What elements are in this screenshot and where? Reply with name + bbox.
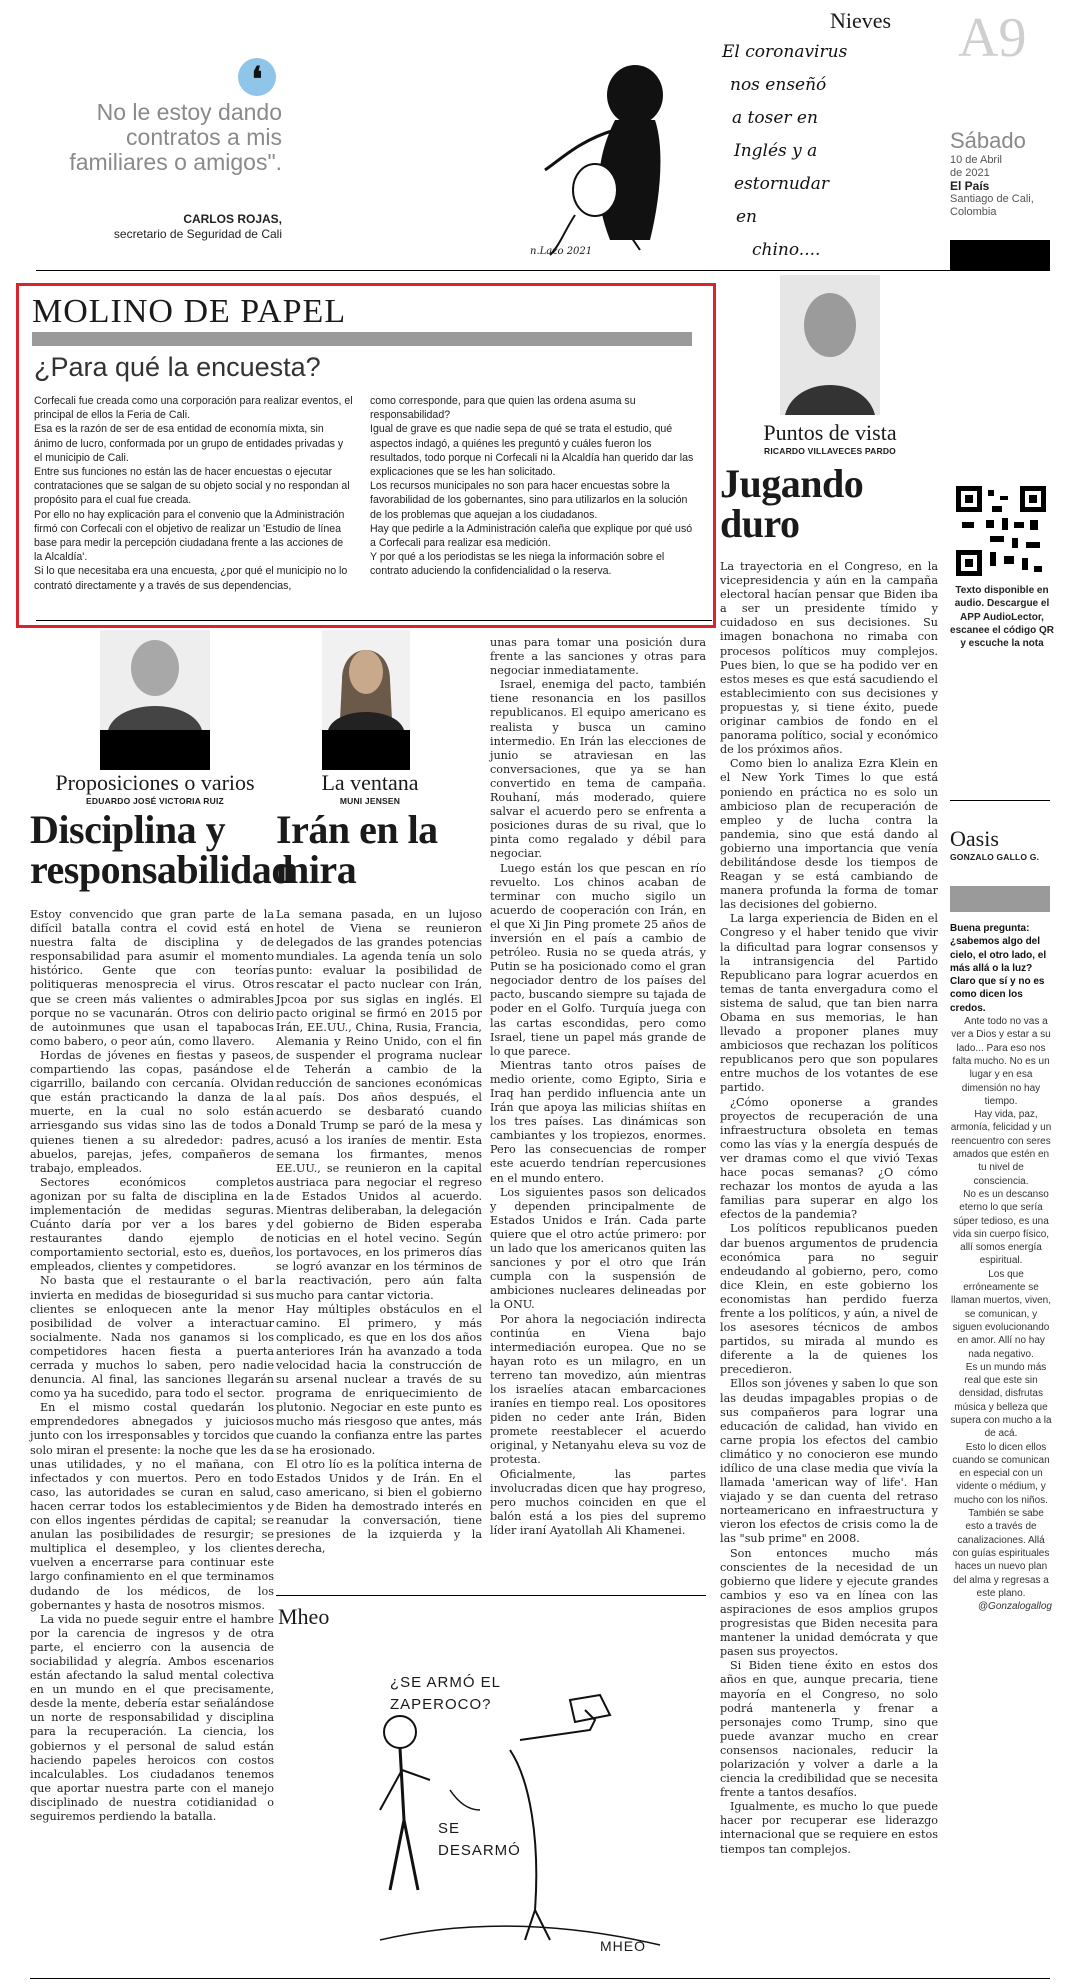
ventana-author: MUNI JENSEN	[339, 796, 401, 806]
ventana-paragraph: Israel, enemiga del pacto, también tiene resonancia en los pasillos republicanos. El equipo americano es realista y busca un camino intermedio. En Irán las elecciones de junio se atraviesan en las conversaciones, que ya se han convertido en tema de campaña. Rouhaní, más moderado, quiere salvar el acuerdo pero se enfrenta a posiciones duras de su rival, que lo pinta como regalado y débil para negociar.	[490, 678, 706, 861]
editorial-paragraph: Esa es la razón de ser de esa entidad de economía mixta, sin ánimo de lucro, conformada por un grupo de entidades privadas y el municipio de Cali.	[34, 423, 344, 464]
date-text: 10 de Abril	[950, 154, 1002, 166]
cartoon-line: en	[736, 207, 758, 227]
oasis-paragraph: También se sabe esto a través de canalizaciones. Allá con guías espirituales haces un nuevo plan del alma y regresas a este plano.	[952, 1508, 1050, 1599]
header-divider	[36, 270, 1050, 271]
cartoon-line: nos enseñó	[730, 75, 827, 95]
ventana-paragraph: Por ahora la negociación indirecta continúa en Viena bajo intermediación europea. Que no se hayan roto es un milagro, en un terreno tan movedizo, aún mientras los israelíes atacan embarcaciones iraníes en tiempo real. Los opositores piden no ceder ante Irán, Biden promete reestablecer el acuerdo original, y Netanyahu eleva su voz de protesta.	[490, 1312, 706, 1467]
cartoon-signature: n.Lazo 2021	[530, 246, 593, 257]
puntos-paragraph: La trayectoria en el Congreso, en la vicepresidencia y aún en la campaña electoral hacían pensar que Biden iba a ser un presidente tímido y cuidadoso en sus decisiones. Su imagen bonachona no rimaba con procesos políticos muy complejos. Pues bien, lo que se ha podido ver en estos meses es que está sacudiendo el establecimiento con sus decisiones y propuestas y, si tiene éxito, puede originar cambios de fondo en el panorama político, social y económico de los próximos años.	[720, 560, 938, 757]
ventana-paragraph: La semana pasada, en un lujoso hotel de Viena se reunieron delegados de las grandes potencias mundiales. La agenda tenía un solo punto: evaluar la posibilidad de rescatar el pacto nuclear con Irán, Jpcoa por sus siglas en inglés. El pacto original se firmó en 2015 por Irán, EE.UU., China, Rusia, Francia, Alemania y Reino Unido, con el fin de suspender el programa nuclear de Teherán a cambio de la reducción de sanciones económicas al país. Dos años después, el acuerdo se desbarató cuando Donald Trump se paró de la mesa y acusó a los iraníes de mentir. Esta semana los firmantes, menos EE.UU., se reunieron en la capital austriaca para negociar el regreso de Estados Unidos al acuerdo. Mientras deliberaban, la delegación del gobierno de Biden esperaba noticias en el hotel vecino. Según los portavoces, en los primeros días se logró avanzar en los términos de la reactivación, pero aún falta mucho para cantar victoria.	[276, 908, 482, 1302]
puntos-section-title: Puntos de vista	[763, 420, 897, 445]
oasis-paragraph: Esto lo dicen ellos cuando se comunican en especial con un vidente o médium, y mucho con los niños.	[952, 1441, 1050, 1506]
puntos-headline: Jugando duro	[720, 461, 864, 546]
paper-name: El País	[950, 179, 990, 193]
editorial-paragraph: Y por qué a los periodistas se les niega la información sobre el contrato aduciendo la confidencialidad o la reserva.	[370, 551, 665, 578]
puntos-paragraph: ¿Cómo oponerse a grandes proyectos de recuperación de una infraestructura obsoleta en temas como las vías y la energía después de ver dramas como el que vivió Texas hace pocas semanas? ¿O cómo rechazar los montos de ayuda a las familias para superar en algo los efectos de la pandemia?	[720, 1095, 938, 1222]
ventana-paragraph: Luego están los que pescan en río revuelto. Los chinos acaban de terminar con mucho sigilo un acuerdo de cooperación con Irán, en el que Xi Jin Ping promete 25 años de inversión en el país a cambio de petróleo. Rusia no se queda atrás, y Putin se ha posicionado como el gran negociador dentro de los países del pacto, buscando siempre su tajada de poder en el Golfo. Turquía juega con las cartas escondidas, pero como Israel, tiene un papel más grande de lo que parece.	[490, 861, 706, 1058]
oasis-author: GONZALO GALLO G.	[950, 852, 1040, 862]
mheo-signature: MHEO	[600, 1938, 646, 1954]
editorial-paragraph: Igual de grave es que nadie sepa de qué se trata el estudio, qué aspectos indagó, a quiénes les preguntó y cuáles fueron los resultados, todo porque ni Corfecali ni la Alcaldía han querido dar las explicaciones que se les han solicitado.	[370, 423, 694, 479]
header-black-bar	[950, 240, 1050, 270]
cartoon-line: chino....	[752, 240, 821, 260]
proposiciones-section-title: Proposiciones o varios	[55, 770, 255, 795]
editorial-paragraph: Si lo que necesitaba era una encuesta, ¿por qué el municipio no lo contrató directamente y a través de sus dependencias,	[34, 565, 348, 592]
puntos-paragraph: Si Biden tiene éxito en estos dos años en que, aunque precaria, tiene mayoría en el Congreso, no solo podrá mantenerla y frenar a personajes como Trump, sino que puede avanzar mucho en crear consensos nacionales, reducir la polarización y volver a darle a la ciencia la credibilidad que se necesita frente a tantos desafíos.	[720, 1659, 938, 1800]
ventana-headline: Irán en la mira	[276, 807, 438, 892]
author-photo-victoria	[100, 630, 210, 730]
ventana-section-title: La ventana	[321, 770, 419, 795]
puntos-paragraph: Son entonces mucho más conscientes de la necesidad de un gobierno que lidere y ejecute grandes cambios y eso va en línea con las aspiraciones de esos amplios grupos progresistas que Biden necesita para mantener la unidad demócrata y que pasen sus proyectos.	[720, 1546, 938, 1659]
quote-author-role: secretario de Seguridad de Cali	[113, 227, 282, 241]
editorial-col-1	[34, 394, 354, 593]
puntos-paragraph: La larga experiencia de Biden en el Congreso y el haber tenido que vivir la dificultad para lograr consensos y la intransigencia del Partido Republicano para lograr acuerdos en temas de tanta envergadura como el sistema de salud, que tan bien narra Obama en sus memorias, le han llevado a proponer planes muy ambiciosos que rechazan los políticos republicanos pero que son populares entre muchos de los votantes de ese partido.	[720, 912, 938, 1095]
proposiciones-body	[30, 908, 274, 1824]
oasis-paragraph: No es un descanso eterno lo que sería súper tedioso, es una vida sin cuerpo físico, allí somos energía espiritual.	[952, 1188, 1050, 1267]
editorial-col-2	[370, 394, 695, 579]
editorial-paragraph: Corfecali fue creada como una corporación para realizar eventos, el principal de ellos la Feria de Cali.	[34, 395, 353, 422]
photo-black-bar	[100, 730, 210, 770]
puntos-paragraph: Los políticos republicanos pueden dar buenos argumentos de prudencia económica para no seguir endeudando al gobierno, pero, como dice Klein, en este gobierno los economistas han perdido fuerza frente a los políticos, y aún, a nivel de los asesores técnicos de ambos partidos, su mirada al mundo es diferente a la de quienes los precedieron.	[720, 1222, 938, 1377]
editorial-paragraph: Entre sus funciones no están las de hacer encuestas o ejecutar contrataciones que se salgan de su objeto social y no respondan al propósito para el cual fue creada.	[34, 466, 350, 507]
ventana-paragraph: El otro lío es la política interna de Estados Unidos y de Irán. En el caso americano, si bien el gobierno de Biden ha demostrado interés en reanudar la conversación, tiene presiones de la izquierda y la derecha,	[276, 1457, 482, 1556]
quote-icon: ❛	[238, 58, 276, 96]
mheo-speech-2: SE DESARMÓ	[438, 1820, 521, 1859]
editorial-title-bar	[32, 332, 692, 346]
puntos-body	[720, 560, 938, 1857]
editorial-paragraph: Los recursos municipales no son para hacer encuestas sobre la favorabilidad de los gobernantes, sino para utilizarlos en la solución de los problemas que aquejan a los ciudadanos.	[370, 480, 688, 521]
proposiciones-paragraph: Sectores económicos completos agonizan por su falta de disciplina en la implementación de medidas seguras. Cuánto daría por ver a los bares y restaurantes dando ejemplo de comportamiento sectorial, esto es, dueños, empleados, clientes y competidores.	[30, 1175, 274, 1274]
puntos-paragraph: Igualmente, es mucho lo que puede hacer por recuperar ese liderazgo internacional que se requiere en estos tiempos tan complejos.	[720, 1800, 938, 1856]
oasis-body	[950, 922, 1052, 1613]
author-photo-jensen	[322, 630, 410, 730]
proposiciones-paragraph: En el mismo costal quedarán los emprendedores abnegados y juiciosos junto con los irresponsables y torcidos que solo miran el presente: la noche que les da unas utilidades, y no el mañana, con infectados y con muertos. Pero en todo caso, las autoridades se curan en salud, hacen cerrar todos los establecimientos y con ellos ingentes pérdidas de capital; se anulan las posibilidades de resurgir; se multiplica el desempleo, y los clientes vuelven a encerrarse para continuar este largo confinamiento en el que terminamos dudando de los médicos, de los gobernantes y hasta de nosotros mismos.	[30, 1401, 274, 1612]
puntos-paragraph: Como bien lo analiza Ezra Klein en el New York Times lo que está poniendo en práctica no es solo un ambicioso plan de recuperación de empleo y de lucha contra la pandemia, sino que está dando al gobierno una importancia que venía debilitándose desde los tiempos de Reagan y se está cambiando de manera profunda la forma de tomar las decisiones del gobierno.	[720, 757, 938, 912]
puntos-paragraph: Ellos son jóvenes y saben lo que son las deudas impagables propias o de sus compañeros para lograr una educación de calidad, han vivido en carne propia los efectos del cambio climático y no conocieron ese mundo idílico de una clase media que vivía la llamada 'american way of life'. Han viajado y se dan cuenta del retraso norteamericano en infraestructura y vieron los efectos de crisis como la de las "sub prime" en 2008.	[720, 1377, 938, 1546]
editorial-paragraph: Por ello no hay explicación para el convenio que la Administración firmó con Corfecali con el objetivo de realizar un 'Estudio de línea base para medir la percepción ciudadana frente a las acciones de la Alcaldía'.	[34, 508, 345, 564]
editorial-bottom-rule	[36, 620, 712, 621]
proposiciones-author: EDUARDO JOSÉ VICTORIA RUIZ	[86, 796, 224, 806]
cartoon-section-title: Nieves	[830, 8, 892, 33]
ventana-paragraph: Oficialmente, las partes involucradas dicen que hay progreso, pero muchos coinciden en que el balón está a los pies del supremo líder iraní Ayatollah Ali Khamenei.	[490, 1467, 706, 1537]
ventana-body-continued	[490, 636, 706, 1538]
proposiciones-paragraph: Hordas de jóvenes en fiestas y paseos, compartiendo las copas, pasándose el cigarrillo, bailando con cercanía. Olvidan que están practicando la danza de la muerte, en la cual no solo están arriesgando sus vidas sino las de todos a quienes tienen a su alrededor: padres, abuelos, parejas, jefes, compañeros de trabajo, empleados.	[30, 1048, 274, 1175]
oasis-lead: Buena pregunta: ¿sabemos algo del cielo, el otro lado, el más allá o la luz? Claro que sí y no es como dicen los credos.	[950, 923, 1047, 1014]
oasis-paragraph: Los que erróneamente se llaman muertos, viven, se comunican, y siguen evolucionando en amor. Allí no hay nada negativo.	[950, 1268, 1052, 1360]
qr-caption: Texto disponible en audio. Descargue el APP AudioLector, escanee el código QR y escuche la nota	[950, 585, 1054, 650]
oasis-section-title: Oasis	[950, 826, 999, 851]
cartoon-line: estornudar	[734, 174, 830, 194]
quote-author-name: CARLOS ROJAS,	[183, 212, 282, 226]
photo-black-bar	[322, 730, 410, 770]
quote-author	[60, 212, 282, 242]
ventana-paragraph: Los siguientes pasos son delicados y dependen principalmente de Estados Unidos e Irán. Cada parte quiere que el otro actúe primero: por un lado que los americanos quiten las sanciones y por el otro que Irán cumpla con la suspensión de ambiciones nucleares delineadas por la ONU.	[490, 1185, 706, 1312]
sidebar-divider	[950, 800, 1050, 801]
qr-code[interactable]	[956, 486, 1046, 576]
cartoon-caption	[722, 36, 892, 267]
oasis-paragraph: Ante todo no vas a ver a Dios y estar a su lado... Para eso nos falta mucho. No es un lugar y en esa dimensión no hay tiempo.	[951, 1016, 1051, 1107]
cartoon-line: a toser en	[732, 108, 818, 128]
editorial-paragraph: Hay que pedirle a la Administración caleña que explique por qué usó a Corfecali para realizar esa medición.	[370, 522, 693, 550]
country-name: Colombia	[950, 206, 997, 218]
cartoon-drawing	[520, 40, 720, 270]
editorial-section-title: MOLINO DE PAPEL	[32, 293, 347, 330]
date-day: Sábado	[950, 128, 1026, 153]
cartoon-line: El coronavirus	[722, 42, 848, 62]
ventana-paragraph: unas para tomar una posición dura frente a las sanciones y otras para negociar inmediatamente.	[490, 636, 706, 678]
ventana-paragraph: Mientras tanto otros países de medio oriente, como Egipto, Siria e Iraq han perdido influencia ante un Irán que apoya las milicias shiítas en los tres países. Las dinámicas son cambiantes y los tropiezos, enormes. Pero las consecuencias de romper este acuerdo tendrían repercusiones en el mundo entero.	[490, 1058, 706, 1185]
mheo-top-rule	[276, 1595, 706, 1596]
page-number: A9	[958, 7, 1027, 69]
oasis-handle[interactable]: @Gonzalogallog	[977, 1601, 1052, 1613]
mheo-section-title: Mheo	[278, 1604, 330, 1629]
page-bottom-rule	[30, 1978, 1050, 1979]
proposiciones-paragraph: Estoy convencido que gran parte de la difícil batalla contra el covid está en nuestra falta de disciplina y de responsabilidad para asumir el momento histórico. Gente que con teorías politiqueras menosprecia el virus. Otros que se creen más valientes o admirables porque no se vacunarán. Otros con delirio de autoinmunes que usan el tapabocas como babero, o peor aún, como llavero.	[30, 908, 274, 1048]
date-year: de 2021	[950, 167, 990, 179]
ventana-paragraph: Hay múltiples obstáculos en el camino. El primero, y más complicado, es que en los dos años anteriores Irán ha avanzado a toda velocidad hacia la construcción de su arsenal nuclear a través de su programa de enriquecimiento de plutonio. Negociar en este punto es mucho más riesgoso que antes, más cuando la confianza entre las partes se ha erosionado.	[276, 1302, 482, 1457]
date-info	[950, 154, 1034, 219]
mheo-speech-1: ¿SE ARMÓ EL ZAPEROCO?	[390, 1674, 501, 1713]
puntos-author: RICARDO VILLAVECES PARDO	[764, 446, 896, 456]
city-name: Santiago de Cali,	[950, 193, 1034, 205]
oasis-paragraph: Hay vida, paz, armonía, felicidad y un reencuentro con seres amados que estén en tu nivel de consciencia.	[950, 1109, 1052, 1187]
proposiciones-paragraph: No basta que el restaurante o el bar invierta en medidas de bioseguridad si sus clientes se enloquecen ante la menor posibilidad de volver a interactuar socialmente. Nada nos ganamos si los competidores hacen fiesta a puerta cerrada y muchos lo saben, pero nadie denuncia. Al final, las sanciones llegarán como ya ha sucedido, para todo el sector.	[30, 1274, 274, 1401]
editorial-headline: ¿Para qué la encuesta?	[34, 352, 321, 382]
featured-quote: No le estoy dando contratos a mis familiares o amigos".	[69, 99, 282, 175]
proposiciones-paragraph: La vida no puede seguir entre el hambre por la carencia de ingresos y de otra parte, el encierro con la ausencia de sociabilidad y alegría. Ambos escenarios están afectando la salud mental colectiva en un mundo en el que precisamente, desde la mente, debería estar señalándose un norte de responsabilidad y disciplina para la recuperación. La ciencia, los gobiernos y el personal de salud están haciendo papeles heroicos con costos incalculables. Los ciudadanos tenemos que aportar nuestra parte con el manejo disciplinado de nuestra cotidianidad o seguiremos perdiendo la batalla.	[30, 1612, 274, 1823]
editorial-paragraph: como corresponde, para que quien las ordena asuma su responsabilidad?	[370, 395, 636, 422]
oasis-paragraph: Es un mundo más real que este sin densidad, disfrutas música y belleza que supera con mucho a la de acá.	[950, 1361, 1052, 1440]
oasis-gray-bar	[950, 886, 1050, 912]
proposiciones-headline: Disciplina y responsabilidad	[30, 807, 293, 892]
cartoon-line: Inglés y a	[734, 141, 818, 161]
ventana-body	[276, 908, 482, 1556]
author-photo-villaveces	[780, 275, 880, 415]
